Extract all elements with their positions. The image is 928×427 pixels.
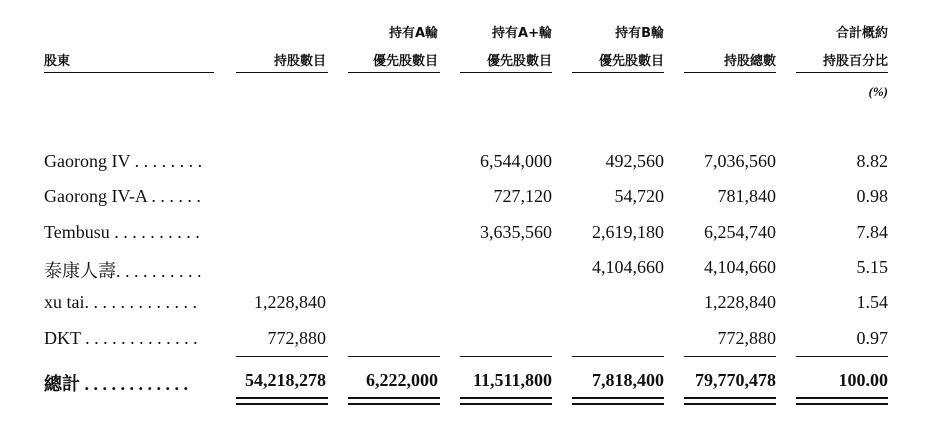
row-6-shares: 772,880 bbox=[267, 328, 326, 348]
subtotal-rule-shares bbox=[236, 356, 328, 357]
header-pct-line2: 持股百分比 bbox=[822, 54, 888, 69]
total-double-rule-a-top bbox=[348, 397, 440, 399]
row-3-total: 6,254,740 bbox=[704, 222, 776, 242]
header-rule-shares bbox=[236, 72, 328, 73]
row-6-name: DKT . . . . . . . . . . . . . bbox=[44, 328, 198, 348]
row-3-aplus: 3,635,560 bbox=[480, 222, 552, 242]
total-row-aplus: 11,511,800 bbox=[472, 370, 552, 390]
row-4-name: 泰康人壽. . . . . . . . . . bbox=[44, 261, 202, 281]
header-rule-shareholder bbox=[44, 72, 214, 73]
subtotal-rule-pct bbox=[796, 356, 888, 357]
header-a-line1: 持有A輪 bbox=[388, 26, 438, 41]
subtotal-rule-b bbox=[572, 356, 664, 357]
subtotal-rule-a bbox=[348, 356, 440, 357]
row-5-shares: 1,228,840 bbox=[254, 292, 326, 312]
total-double-rule-a-bottom bbox=[348, 403, 440, 405]
total-double-rule-total-top bbox=[684, 397, 776, 399]
header-pct-line1: 合計概約 bbox=[835, 26, 888, 41]
total-double-rule-pct-bottom bbox=[796, 403, 888, 405]
row-2-total: 781,840 bbox=[717, 186, 776, 206]
header-total-shares: 持股總數 bbox=[723, 54, 776, 69]
row-2-b: 54,720 bbox=[614, 186, 664, 206]
row-6-pct: 0.97 bbox=[856, 328, 888, 348]
header-rule-b bbox=[572, 72, 664, 73]
row-2-pct: 0.98 bbox=[856, 186, 888, 206]
row-6-total: 772,880 bbox=[717, 328, 776, 348]
header-rule-a bbox=[348, 72, 440, 73]
total-double-rule-pct-top bbox=[796, 397, 888, 399]
total-row-name: 總計 . . . . . . . . . . . . bbox=[44, 374, 188, 394]
row-1-aplus: 6,544,000 bbox=[480, 151, 552, 171]
row-2-name: Gaorong IV-A . . . . . . bbox=[44, 186, 201, 206]
header-a-line2: 優先股數目 bbox=[372, 54, 438, 69]
row-4-pct: 5.15 bbox=[856, 257, 888, 277]
header-rule-total bbox=[684, 72, 776, 73]
row-3-pct: 7.84 bbox=[856, 222, 888, 242]
total-row-b: 7,818,400 bbox=[592, 370, 664, 390]
row-3-b: 2,619,180 bbox=[592, 222, 664, 242]
row-2-aplus: 727,120 bbox=[493, 186, 552, 206]
header-rule-aplus bbox=[460, 72, 552, 73]
header-pct-unit: (%) bbox=[868, 84, 888, 99]
total-double-rule-total-bottom bbox=[684, 403, 776, 405]
subtotal-rule-total bbox=[684, 356, 776, 357]
header-shares-held: 持股數目 bbox=[273, 54, 326, 69]
total-double-rule-b-top bbox=[572, 397, 664, 399]
total-row-pct: 100.00 bbox=[838, 370, 888, 390]
total-row-shares: 54,218,278 bbox=[245, 370, 326, 390]
row-4-b: 4,104,660 bbox=[592, 257, 664, 277]
row-5-total: 1,228,840 bbox=[704, 292, 776, 312]
total-row-a: 6,222,000 bbox=[366, 370, 438, 390]
header-aplus-line1: 持有A+輪 bbox=[492, 26, 552, 41]
header-rule-pct bbox=[796, 72, 888, 73]
header-b-line2: 優先股數目 bbox=[598, 54, 664, 69]
total-double-rule-shares-top bbox=[236, 397, 328, 399]
row-4-total: 4,104,660 bbox=[704, 257, 776, 277]
total-double-rule-shares-bottom bbox=[236, 403, 328, 405]
subtotal-rule-aplus bbox=[460, 356, 552, 357]
header-b-line1: 持有B輪 bbox=[615, 26, 664, 41]
header-aplus-line2: 優先股數目 bbox=[486, 54, 552, 69]
row-1-b: 492,560 bbox=[605, 151, 664, 171]
row-5-name: xu tai. . . . . . . . . . . . . bbox=[44, 292, 197, 312]
row-5-pct: 1.54 bbox=[856, 292, 888, 312]
row-1-name: Gaorong IV . . . . . . . . bbox=[44, 151, 203, 171]
row-1-pct: 8.82 bbox=[856, 151, 888, 171]
row-1-total: 7,036,560 bbox=[704, 151, 776, 171]
total-double-rule-aplus-bottom bbox=[460, 403, 552, 405]
header-shareholder: 股東 bbox=[44, 54, 71, 69]
total-double-rule-aplus-top bbox=[460, 397, 552, 399]
total-double-rule-b-bottom bbox=[572, 403, 664, 405]
row-3-name: Tembusu . . . . . . . . . . bbox=[44, 222, 200, 242]
total-row-total: 79,770,478 bbox=[695, 370, 776, 390]
